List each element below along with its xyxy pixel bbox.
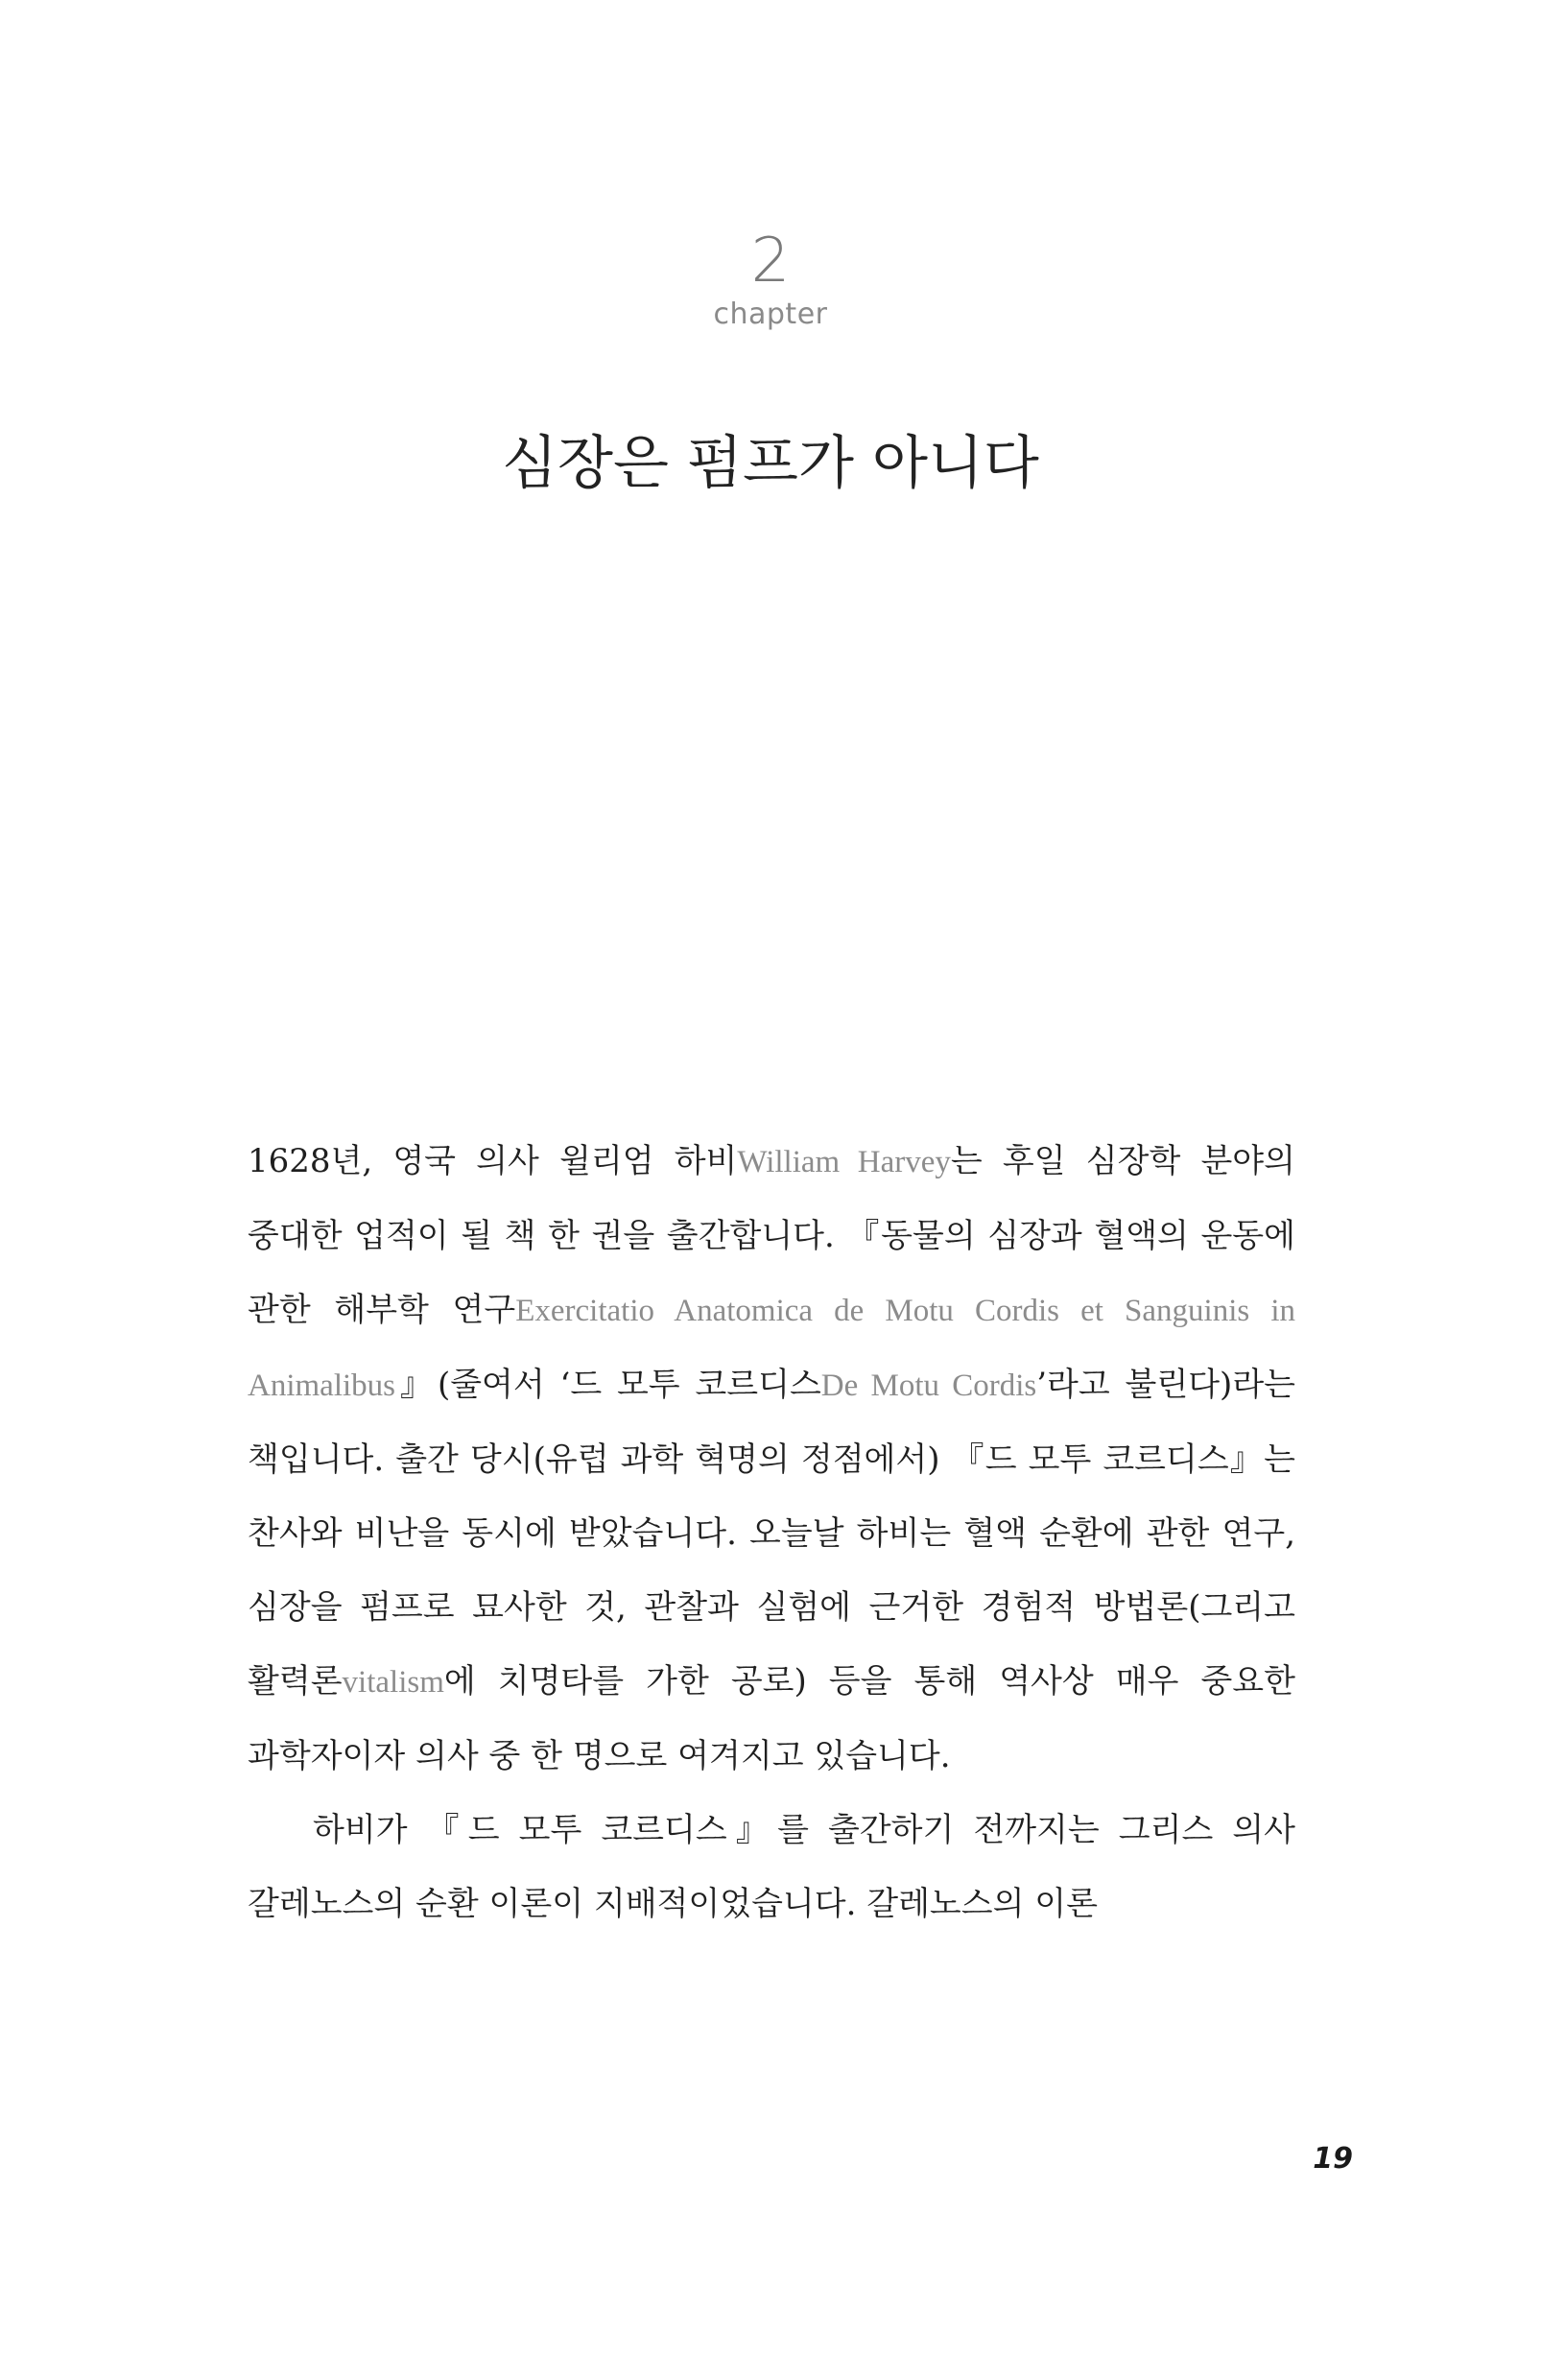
latin-term: William Harvey	[737, 1145, 951, 1179]
text-segment: 하비가 『드 모투 코르디스』를 출간하기 전까지는 그리스 의사 갈레노스의 순환 이론이 지배적이었습니다. 갈레노스의 이론	[248, 1811, 1295, 1923]
chapter-title: 심장은 펌프가 아니다	[502, 430, 1039, 497]
latin-term: Exercitatio Anatomica de Motu Cordis et Sanguinis in Animalibus	[248, 1294, 1295, 1403]
chapter-header	[0, 226, 1541, 331]
chapter-number: 2	[750, 226, 791, 297]
page-number: 19	[1313, 2142, 1353, 2176]
text-segment: 』(줄여서 ‘드 모투 코르디스	[395, 1366, 821, 1404]
text-segment: 1628년, 영국 의사 윌리엄 하비	[248, 1142, 738, 1180]
text-segment: 에 치명타를 가한 공로) 등을 통해 역사상 매우 중요한 과학자이자 의사 중 한 명으로 여겨지고 있습니다.	[248, 1662, 1295, 1775]
latin-term: De Motu Cordis	[820, 1368, 1037, 1403]
body-text	[248, 1125, 1295, 1941]
text-segment: ’라고 불린다)라는 책입니다. 출간 당시(유럽 과학 혁명의 정점에서) 『드 모투 코르디스』는 찬사와 비난을 동시에 받았습니다. 오늘날 하비는 혈액 순환에 관한 연구, 심장을 펌프로 묘사한 것, 관찰과 실험에 근거한 경험적 방법론(그리고 활력론	[248, 1366, 1296, 1701]
paragraph-2	[248, 1794, 1295, 1941]
text-segment: 는 후일 심장학 분야의 중대한 업적이 될 책 한 권을 출간합니다. 『동물의 심장과 혈액의 운동에 관한 해부학 연구	[248, 1142, 1295, 1329]
chapter-label: chapter	[713, 298, 828, 331]
paragraph-1	[248, 1125, 1295, 1794]
latin-term: vitalism	[342, 1665, 444, 1700]
